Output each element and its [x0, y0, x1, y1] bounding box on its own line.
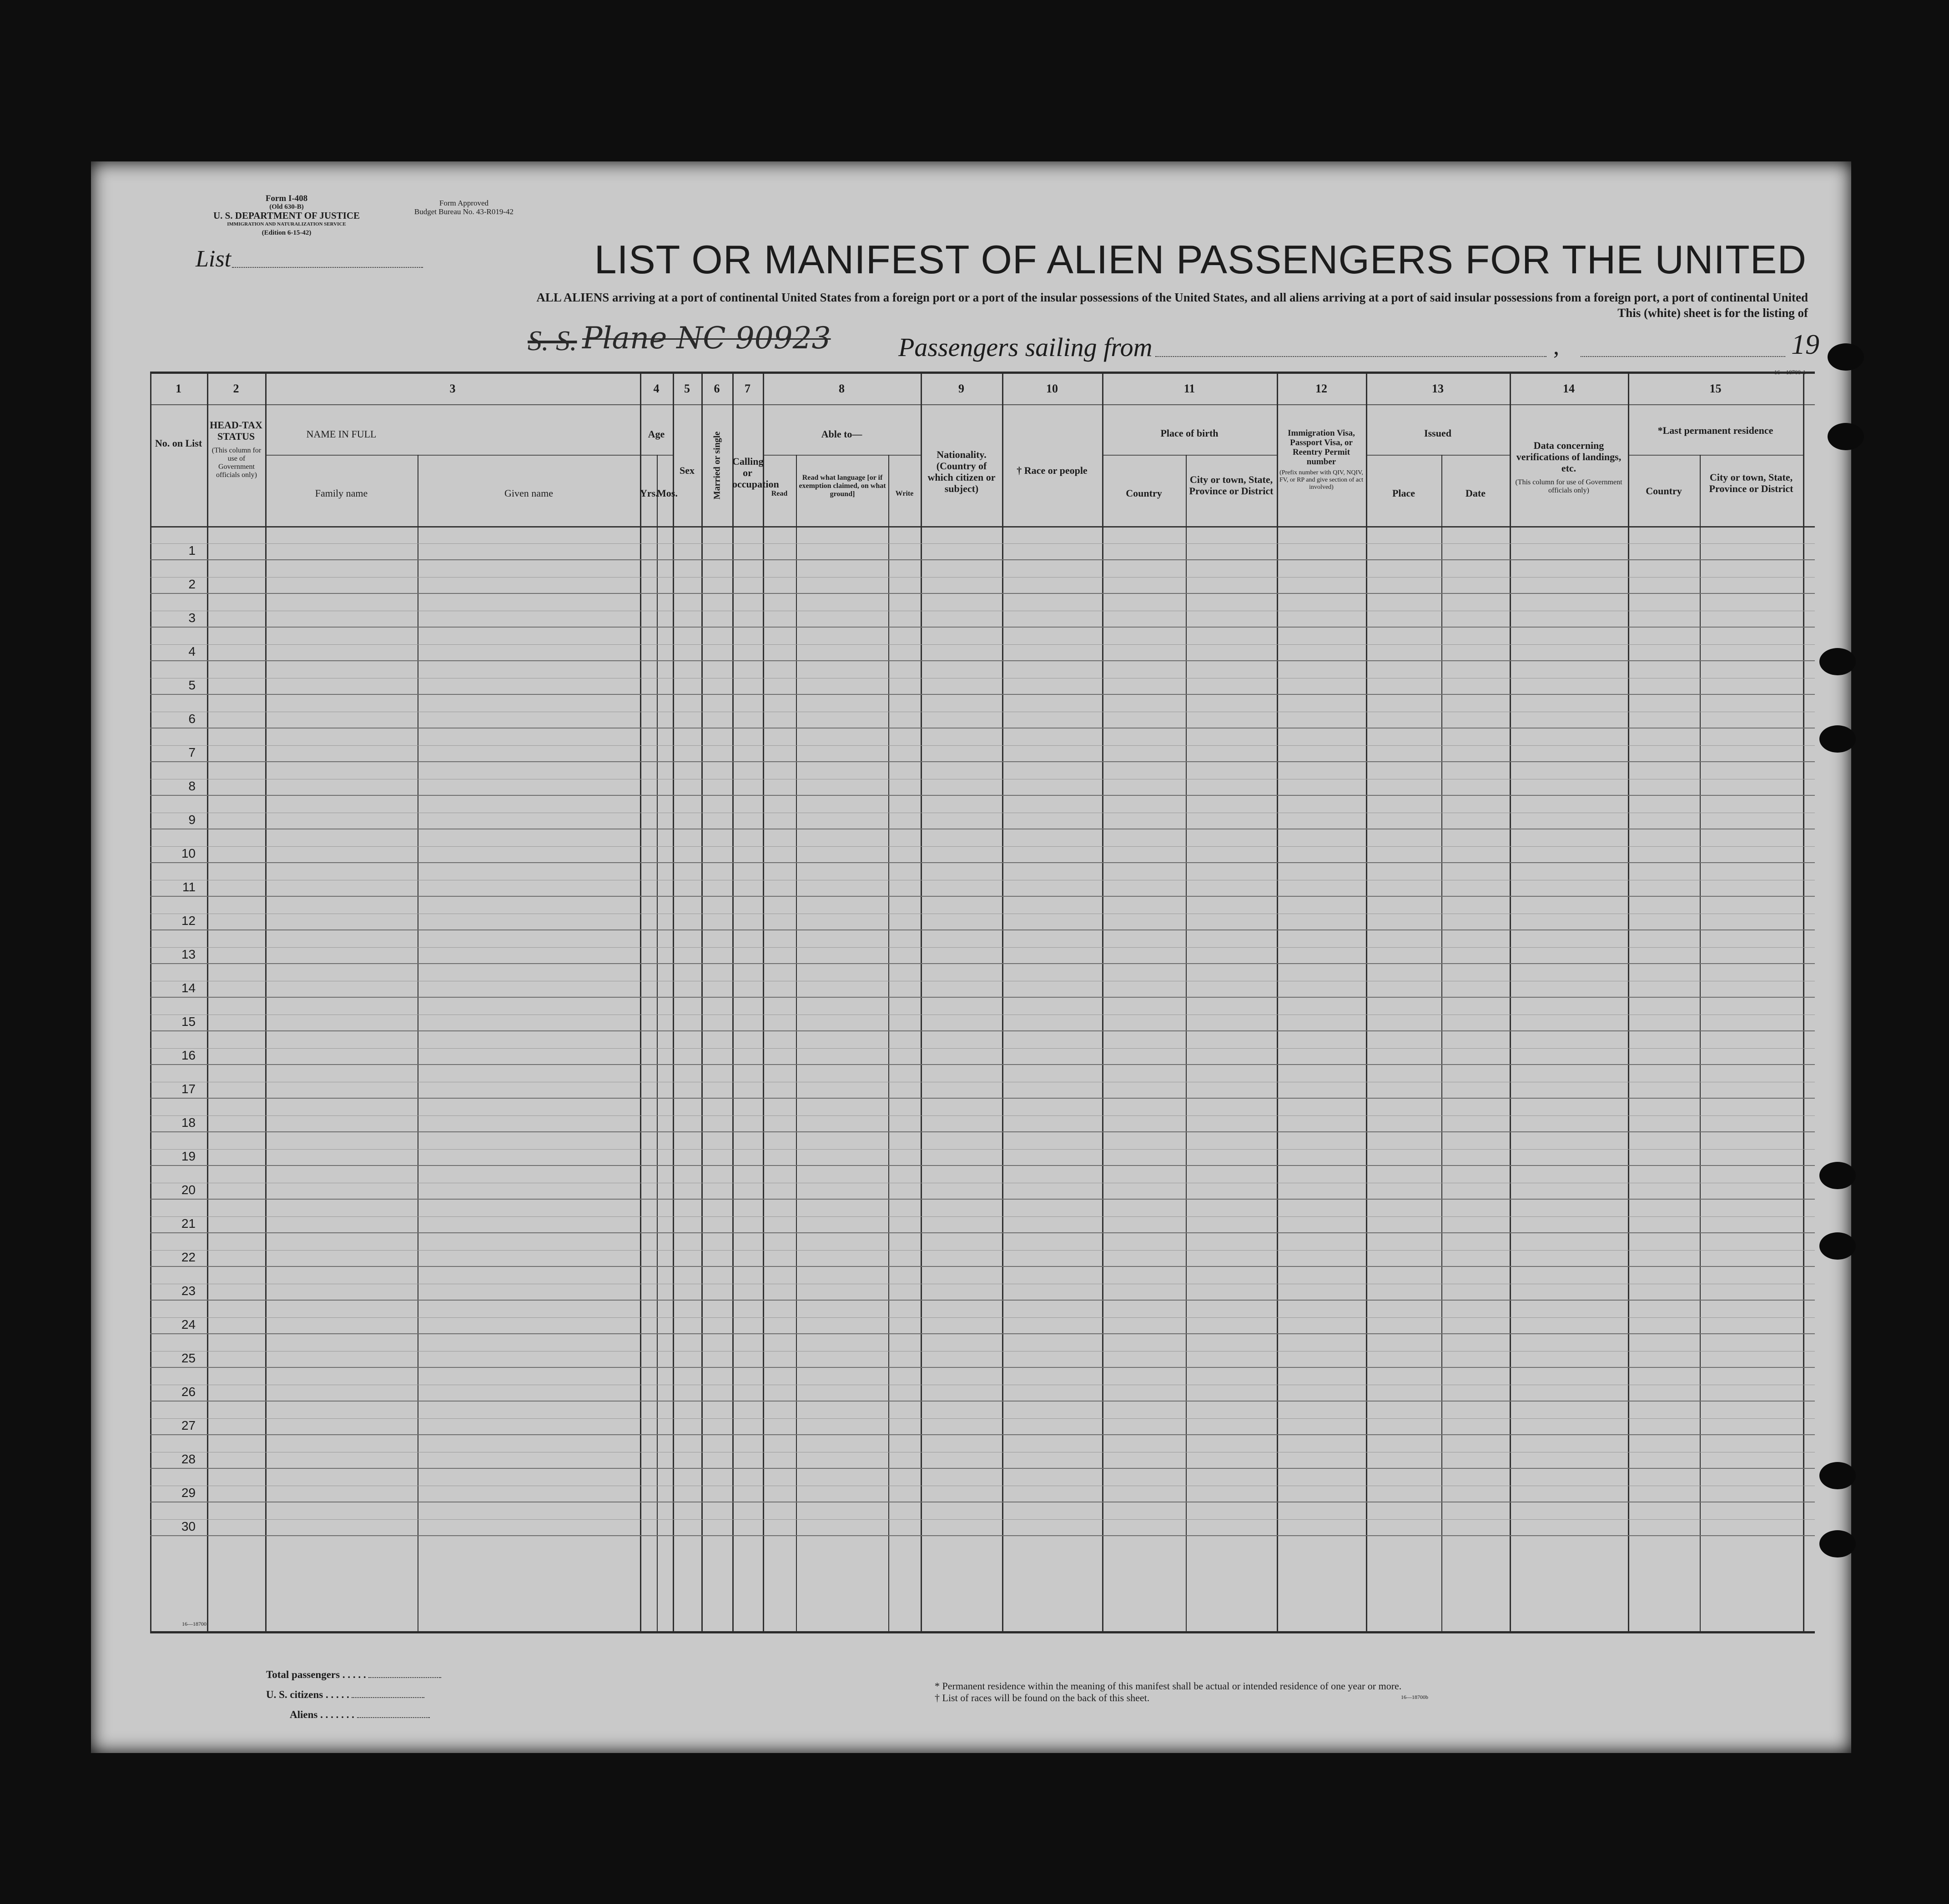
row-line: [150, 963, 1815, 964]
punch-hole: [1819, 1232, 1856, 1260]
row-subline: [150, 1149, 1815, 1150]
row-number: 12: [181, 914, 196, 928]
sailing-date-line: [1581, 356, 1785, 357]
edition-label: (Edition 6-15-42): [262, 229, 312, 236]
col-num-9: 9: [958, 382, 964, 395]
issued-place-header: Place: [1392, 487, 1415, 499]
row-line: [150, 660, 1815, 661]
row-line: [150, 1165, 1815, 1166]
row-number: 5: [188, 678, 196, 692]
row-number: 2: [188, 577, 196, 591]
row-line: [150, 1064, 1815, 1065]
col-border-3: [640, 374, 641, 1631]
visa-note: (Prefix number with QIV, NQIV, FV, or RP and give section of act involved): [1279, 469, 1364, 491]
row-line: [150, 627, 1815, 628]
age-header: Age: [648, 428, 665, 440]
year-prefix: 19: [1791, 329, 1819, 360]
sex-header: Sex: [680, 465, 695, 476]
calling-header: Calling or occupation: [732, 456, 779, 490]
col-num-5: 5: [684, 382, 690, 395]
row-number: 9: [188, 813, 196, 827]
row-number: 3: [188, 611, 196, 625]
row-subline: [150, 543, 1815, 544]
head-tax-header: HEAD-TAX STATUS: [210, 419, 262, 442]
col-num-10: 10: [1046, 382, 1058, 395]
visa-header: Immigration Visa, Passport Visa, or Reentry Permit number: [1288, 428, 1355, 467]
form-number: Form I-408: [265, 194, 308, 203]
col-border-6: [732, 374, 734, 1631]
row-line: [150, 1367, 1815, 1368]
married-header: Married or single: [712, 431, 722, 500]
residence-country-header: Country: [1646, 485, 1682, 497]
form-code-bottom: 16—18700: [182, 1621, 206, 1627]
manifest-sheet: [91, 161, 1851, 1753]
row-number: 28: [181, 1452, 196, 1466]
row-subline: [150, 1216, 1815, 1217]
row-line: [150, 1333, 1815, 1334]
years-header: Yrs.: [640, 487, 658, 499]
footnotes: [935, 1680, 1401, 1704]
residence-city-header: City or town, State, Province or District: [1709, 472, 1793, 494]
row-number: 7: [188, 745, 196, 759]
row-number: 13: [181, 947, 196, 961]
old-form-number: (Old 630-B): [269, 203, 304, 211]
row-number: 23: [181, 1284, 196, 1298]
name-in-full-header: NAME IN FULL: [306, 428, 377, 440]
name-subheader-line: [265, 455, 640, 456]
row-line: [150, 1030, 1815, 1031]
sailing-label: Passengers sailing from: [898, 332, 1153, 362]
row-number: 11: [182, 880, 196, 894]
service-name: IMMIGRATION AND NATURALIZATION SERVICE: [227, 221, 346, 227]
col-border-1: [207, 374, 208, 1631]
row-number: 18: [181, 1115, 196, 1130]
col-border-left: [150, 374, 151, 1631]
row-number: 30: [181, 1519, 196, 1533]
list-label: List: [196, 246, 232, 272]
col-num-4: 4: [653, 382, 660, 395]
total-passengers-line: [368, 1677, 441, 1678]
verification-note: (This column for use of Government officials only): [1515, 478, 1622, 494]
ss-prefix: S. S.: [528, 326, 577, 357]
birth-city-header: City or town, State, Province or District: [1189, 474, 1274, 497]
row-number: 17: [181, 1082, 196, 1096]
row-subline: [150, 1048, 1815, 1049]
last-residence-header: *Last permanent residence: [1657, 425, 1773, 436]
col-num-3: 3: [449, 382, 456, 395]
us-citizens-text: U. S. citizens . . . . .: [266, 1689, 349, 1700]
col-border-14: [1628, 374, 1629, 1631]
row-number: 1: [188, 543, 196, 558]
col-num-8: 8: [839, 382, 845, 395]
row-number: 20: [181, 1183, 196, 1197]
row-subline: [150, 947, 1815, 948]
row-line: [150, 1199, 1815, 1200]
col-border-9: [1002, 374, 1003, 1631]
row-number: 27: [181, 1418, 196, 1432]
department-name: U. S. DEPARTMENT OF JUSTICE: [213, 210, 360, 221]
col-num-1: 1: [176, 382, 181, 395]
row-line: [150, 1300, 1815, 1301]
manifest-table: [150, 372, 1815, 1633]
issued-date-header: Date: [1466, 487, 1486, 499]
subtitle: ALL ALIENS arriving at a port of continental United States from a foreign port or a port of the insular possessions of the United States, and all aliens arriving at a port of said insular possessions from a foreign port, a port of continental United: [536, 291, 1808, 304]
punch-hole: [1828, 423, 1864, 450]
col-border-7: [763, 374, 764, 1631]
birth-subheader-line: [1102, 455, 1277, 456]
issued-subheader-line: [1366, 455, 1510, 456]
comma: ,: [1553, 334, 1559, 360]
col-num-13: 13: [1432, 382, 1444, 395]
total-passengers-text: Total passengers . . . . .: [266, 1669, 366, 1680]
us-citizens-line: [352, 1697, 424, 1698]
age-split: [657, 455, 658, 1631]
col-border-11: [1277, 374, 1278, 1631]
col-border-15: [1803, 374, 1804, 1631]
row-number: 21: [181, 1216, 196, 1231]
row-subline: [150, 1317, 1815, 1318]
residence-subheader-line: [1628, 455, 1803, 456]
punch-hole: [1819, 725, 1856, 753]
col-num-6: 6: [714, 382, 720, 395]
row-subline: [150, 745, 1815, 746]
row-line: [150, 862, 1815, 863]
age-subheader-line: [640, 455, 673, 456]
row-line: [150, 1434, 1815, 1435]
col-num-7: 7: [745, 382, 750, 395]
read-split: [796, 455, 797, 1631]
aliens-line: [357, 1717, 430, 1718]
row-subline: [150, 1519, 1815, 1520]
row-line: [150, 559, 1815, 560]
col-border-5: [701, 374, 703, 1631]
row-number: 29: [181, 1486, 196, 1500]
row-number: 10: [181, 846, 196, 860]
birth-country-header: Country: [1126, 487, 1162, 499]
row-number: 14: [181, 981, 196, 995]
us-citizens-label: [266, 1689, 441, 1701]
head-tax-note: (This column for use of Government officials only): [212, 447, 262, 479]
family-name-header: Family name: [315, 487, 368, 499]
write-split: [888, 455, 889, 1631]
read-header: Read: [771, 490, 788, 497]
issued-split: [1441, 455, 1442, 1631]
birth-split: [1186, 455, 1187, 1631]
punch-hole: [1819, 1530, 1856, 1557]
list-number-line: [232, 267, 423, 268]
row-line: [150, 1266, 1815, 1267]
row-line: [150, 1098, 1815, 1099]
row-line: [150, 761, 1815, 762]
residence-split: [1700, 455, 1701, 1631]
row-subline: [150, 1250, 1815, 1251]
col-num-11: 11: [1184, 382, 1195, 395]
punch-hole: [1828, 343, 1864, 371]
form-identifier: [200, 194, 373, 237]
punch-hole: [1819, 1162, 1856, 1189]
row-number: 19: [181, 1149, 196, 1163]
race-header: † Race or people: [1017, 465, 1088, 476]
row-line: [150, 1468, 1815, 1469]
form-code-top: 16—18700-1: [1774, 369, 1806, 376]
row-number: 16: [181, 1048, 196, 1062]
approval-block: [382, 199, 546, 216]
row-line: [150, 795, 1815, 796]
row-number: 22: [181, 1250, 196, 1264]
row-number: 25: [181, 1351, 196, 1365]
row-line: [150, 694, 1815, 695]
read-language-header: Read what language [or if exemption claimed, on what ground]: [799, 474, 886, 498]
row-line: [150, 896, 1815, 897]
able-subheader-line: [763, 455, 921, 456]
no-on-list-header: No. on List: [155, 437, 202, 449]
col-border-13: [1510, 374, 1511, 1631]
verification-header: Data concerning verifications of landings, etc.: [1516, 440, 1622, 474]
row-line: [150, 1535, 1815, 1536]
col-border-8: [921, 374, 922, 1631]
row-number: 26: [181, 1385, 196, 1399]
row-line: [150, 929, 1815, 930]
given-name-header: Given name: [504, 487, 553, 499]
column-number-divider: [150, 404, 1815, 405]
col-num-14: 14: [1563, 382, 1575, 395]
col-num-15: 15: [1709, 382, 1722, 395]
row-subline: [150, 1418, 1815, 1419]
col-border-12: [1366, 374, 1367, 1631]
punch-hole: [1819, 648, 1856, 675]
col-num-2: 2: [233, 382, 239, 395]
row-subline: [150, 577, 1815, 578]
months-header: Mos.: [657, 487, 678, 499]
row-subline: [150, 846, 1815, 847]
punch-hole: [1819, 1462, 1856, 1489]
header-bottom-divider: [150, 526, 1815, 527]
row-number: 6: [188, 712, 196, 726]
row-line: [150, 997, 1815, 998]
write-header: Write: [895, 490, 914, 497]
page-title: LIST OR MANIFEST OF ALIEN PASSENGERS FOR THE UNITED: [594, 237, 1807, 282]
row-number: 8: [188, 779, 196, 793]
row-line: [150, 1131, 1815, 1132]
footnote-residence: * Permanent residence within the meaning of this manifest shall be actual or intended residence of one year or more.: [935, 1680, 1402, 1692]
issued-header: Issued: [1424, 427, 1451, 439]
total-passengers-label: [266, 1669, 441, 1681]
place-of-birth-header: Place of birth: [1160, 427, 1219, 439]
footnote-races: † List of races will be found on the back of this sheet.: [935, 1692, 1150, 1703]
row-line: [150, 1401, 1815, 1402]
nationality-header: Nationality. (Country of which citizen or subject): [927, 449, 996, 494]
col-border-2: [265, 374, 267, 1631]
form-code-right: 16—18700b: [1401, 1694, 1428, 1700]
ship-name-handwritten: Plane NC 90923: [582, 321, 831, 356]
aliens-text: Aliens . . . . . . .: [290, 1709, 354, 1720]
form-approved: Form Approved: [439, 199, 489, 207]
subtitle-line2: This (white) sheet is for the listing of: [1617, 306, 1808, 320]
row-line: [150, 593, 1815, 594]
row-line: [150, 1232, 1815, 1233]
row-subline: [150, 644, 1815, 645]
row-number: 15: [181, 1015, 196, 1029]
row-subline: [150, 1115, 1815, 1116]
able-to-header: Able to—: [821, 428, 862, 440]
col-border-10: [1102, 374, 1103, 1631]
row-number: 4: [188, 644, 196, 658]
col-num-12: 12: [1315, 382, 1327, 395]
budget-number: Budget Bureau No. 43-R019-42: [414, 207, 514, 216]
row-number: 24: [181, 1317, 196, 1331]
col-border-4: [673, 374, 674, 1631]
aliens-label: [266, 1709, 441, 1721]
sailing-port-line: [1155, 356, 1546, 357]
totals-block: [266, 1669, 441, 1721]
